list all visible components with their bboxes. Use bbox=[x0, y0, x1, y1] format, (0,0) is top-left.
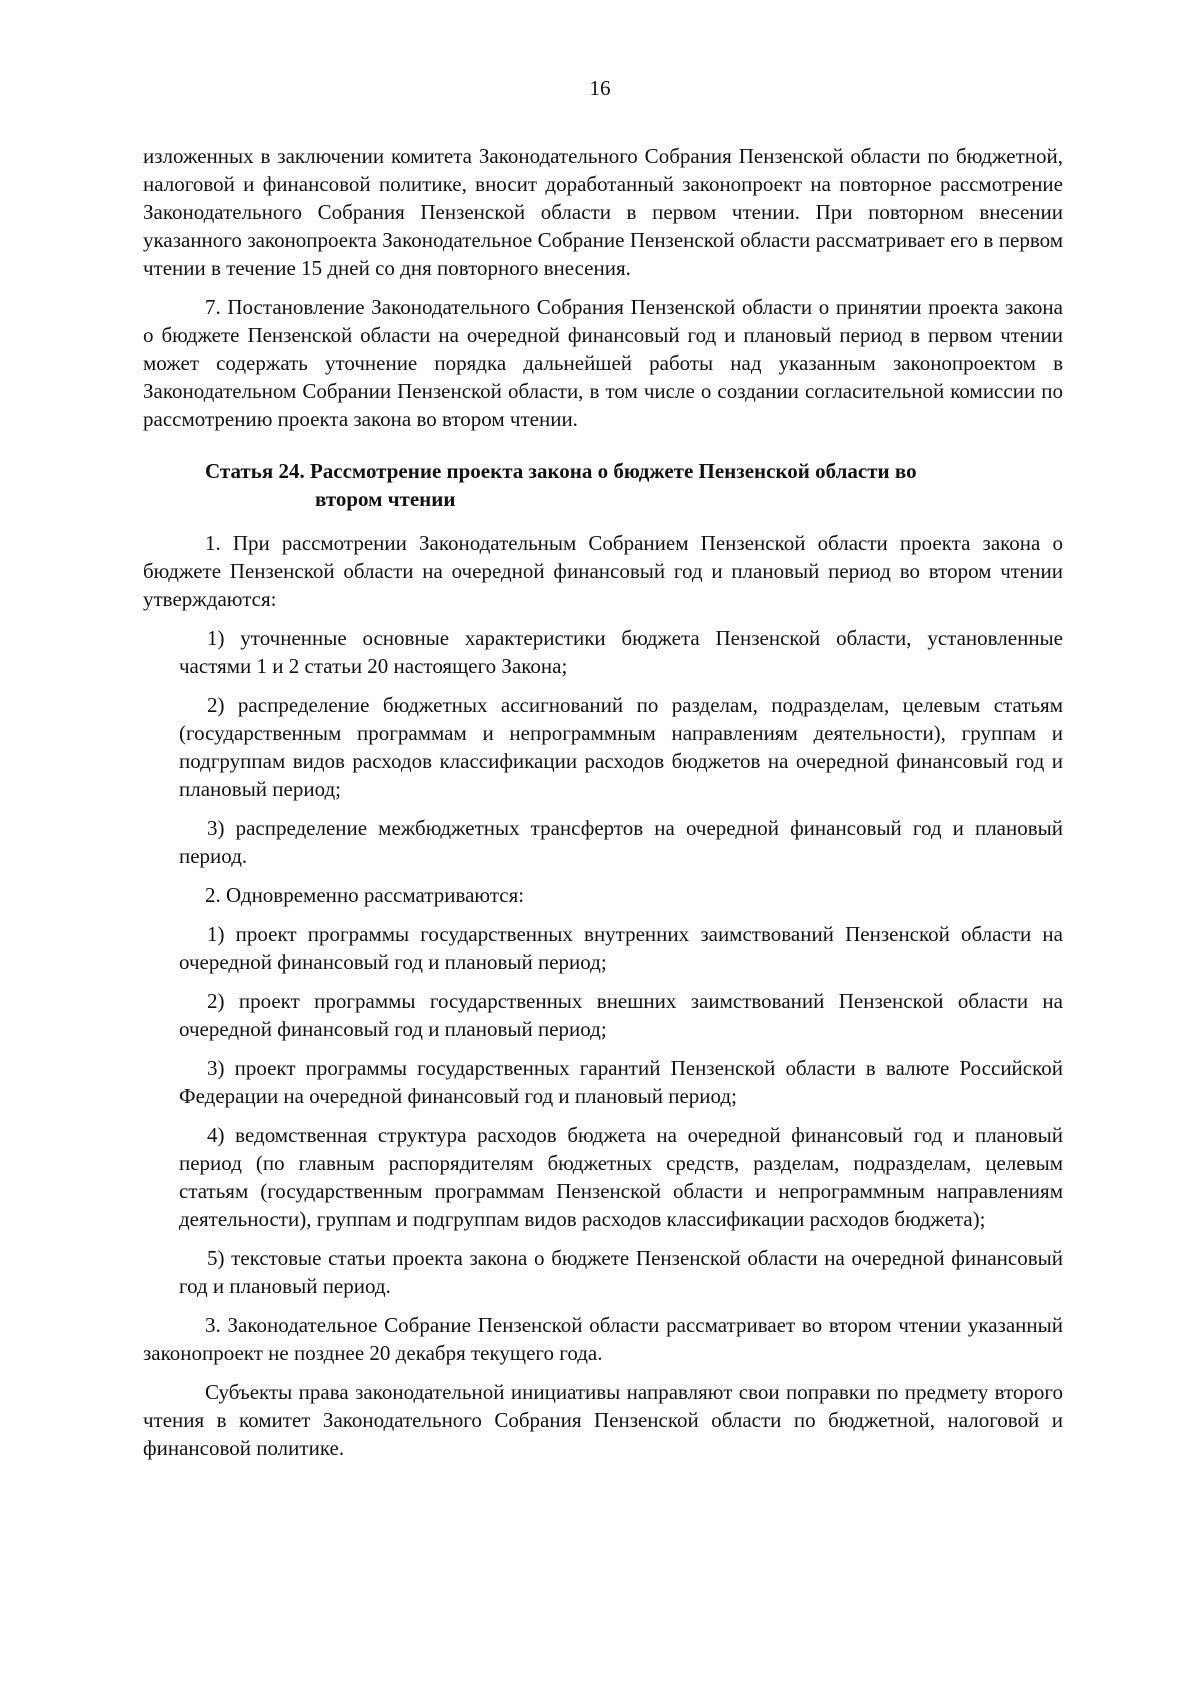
section-2-lead: 2. Одновременно рассматриваются: bbox=[205, 883, 525, 907]
article-heading-line2: втором чтении bbox=[315, 487, 456, 511]
document-body bbox=[143, 142, 1063, 1473]
paragraph-7: 7. Постановление Законодательного Собрания Пензенской области о принятии проекта закона о бюджете Пензенской области на очередной финансовый год и плановый период в первом чтении может содержать уточнение порядка дальнейшей работы над указанным законопроектом в Законодательном Собрании Пензенской области, в том числе о создании согласительной комиссии по рассмотрению проекта закона во втором чтении. bbox=[143, 295, 1063, 431]
section-1-item-1: 1) уточненные основные характеристики бюджета Пензенской области, установленные частями 1 и 2 статьи 20 настоящего Закона; bbox=[179, 626, 1063, 678]
section-2-item-1: 1) проект программы государственных внутренних заимствований Пензенской области на очередной финансовый год и плановый период; bbox=[179, 922, 1063, 974]
section-2-item-2: 2) проект программы государственных внешних заимствований Пензенской области на очередной финансовый год и плановый период; bbox=[179, 989, 1063, 1041]
section-2-item-4: 4) ведомственная структура расходов бюджета на очередной финансовый год и плановый период (по главным распорядителям бюджетных средств, разделам, подразделам, целевым статьям (государственным программам Пензенской области и непрограммным направлениям деятельности), группам и подгруппам видов расходов классификации расходов бюджета); bbox=[179, 1123, 1063, 1231]
section-1-lead: 1. При рассмотрении Законодательным Собранием Пензенской области проекта закона о бюджете Пензенской области на очередной финансовый год и плановый период во втором чтении утверждаются: bbox=[143, 531, 1063, 611]
section-2-item-3: 3) проект программы государственных гарантий Пензенской области в валюте Российской Федерации на очередной финансовый год и плановый период; bbox=[179, 1056, 1063, 1108]
intro-paragraph: изложенных в заключении комитета Законодательного Собрания Пензенской области по бюджетной, налоговой и финансовой политике, вносит доработанный законопроект на повторное рассмотрение Законодательного Собрания Пензенской области в первом чтении. При повторном внесении указанного законопроекта Законодательное Собрание Пензенской области рассматривает его в первом чтении в течение 15 дней со дня повторного внесения. bbox=[143, 144, 1063, 280]
article-24-heading bbox=[143, 457, 1063, 513]
closing-paragraph: Субъекты права законодательной инициативы направляют свои поправки по предмету второго чтения в комитет Законодательного Собрания Пензенской области по бюджетной, налоговой и финансовой политике. bbox=[143, 1380, 1063, 1460]
section-2-item-5: 5) текстовые статьи проекта закона о бюджете Пензенской области на очередной финансовый год и плановый период. bbox=[179, 1246, 1063, 1298]
section-1-item-2: 2) распределение бюджетных ассигнований по разделам, подразделам, целевым статьям (государственным программам и непрограммным направлениям деятельности), группам и подгруппам видов расходов классификации расходов бюджетов на очередной финансовый год и плановый период; bbox=[179, 693, 1063, 801]
section-3: 3. Законодательное Собрание Пензенской области рассматривает во втором чтении указанный законопроект не позднее 20 декабря текущего года. bbox=[143, 1313, 1063, 1365]
article-heading-line1: Статья 24. Рассмотрение проекта закона о бюджете Пензенской области во bbox=[205, 459, 917, 483]
page-number: 16 bbox=[589, 76, 611, 100]
section-1-item-3: 3) распределение межбюджетных трансфертов на очередной финансовый год и плановый период. bbox=[179, 816, 1063, 868]
